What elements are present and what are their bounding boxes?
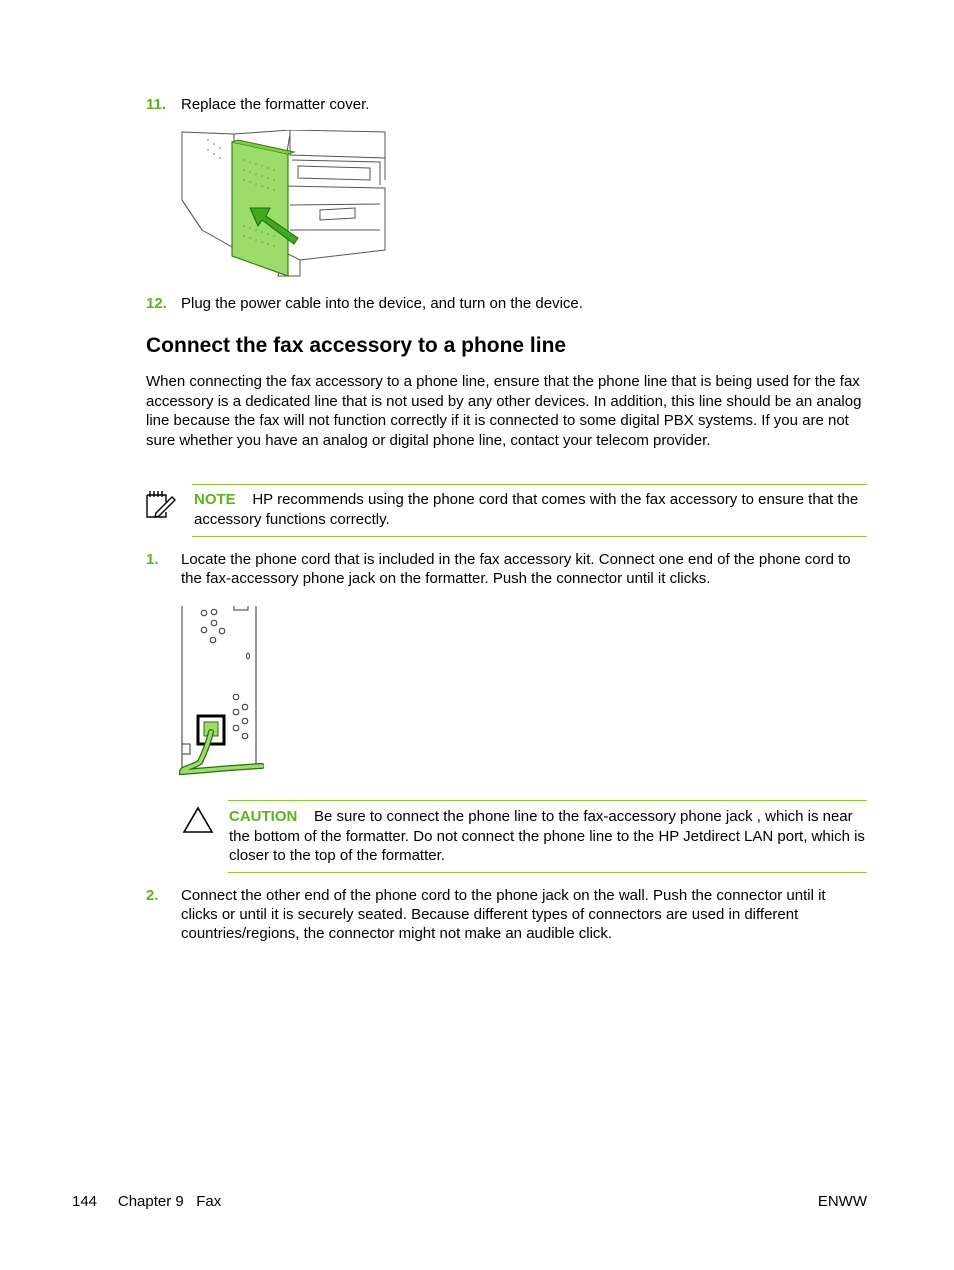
formatter-cover-illustration bbox=[180, 130, 386, 278]
step-text: Locate the phone cord that is included in the fax accessory kit. Connect one end of the phone cord to the fax-accessory phone jack on the formatter. Push the connector until it clicks. bbox=[181, 551, 851, 587]
step-number: 12. bbox=[146, 295, 167, 312]
caution-top-rule bbox=[228, 800, 867, 801]
chapter-label: Chapter 9 Fax bbox=[117, 1193, 222, 1210]
page-footer-right: ENWW bbox=[817, 1193, 867, 1210]
warning-triangle-icon bbox=[182, 806, 214, 834]
step-2 bbox=[146, 886, 866, 942]
step-number: 2. bbox=[146, 887, 159, 904]
step-number: 1. bbox=[146, 551, 159, 568]
intro-paragraph: When connecting the fax accessory to a phone line, ensure that the phone line that is being used for the fax accessory is a dedicated line that is not used by any other devices. In addition, this line should be an analog line because the fax will not function correctly if it is connected to some digital PBX systems. If you are not sure whether you have an analog or digital phone line, contact your telecom provider. bbox=[146, 373, 862, 449]
step-1 bbox=[146, 550, 866, 587]
note-text: HP recommends using the phone cord that comes with the fax accessory to ensure that the accessory functions correctly. bbox=[194, 491, 859, 528]
step-11 bbox=[146, 95, 866, 114]
step-text: Connect the other end of the phone cord to the phone jack on the wall. Push the connector until it clicks or until it is securely seated. Because different types of connectors are used in different countries/regions, the connector might not make an audible click. bbox=[181, 887, 826, 942]
note-icon bbox=[144, 488, 176, 520]
page-footer-left bbox=[72, 1193, 221, 1210]
note-top-rule bbox=[192, 484, 867, 485]
step-text: Replace the formatter cover. bbox=[181, 96, 370, 113]
note-bottom-rule bbox=[192, 536, 867, 537]
step-12 bbox=[146, 294, 866, 313]
caution-text: Be sure to connect the phone line to the fax-accessory phone jack , which is near the bottom of the formatter. Do not connect the phone line to the HP Jetdirect LAN port, which is closer to the top of the formatter. bbox=[229, 808, 865, 864]
note-block bbox=[194, 490, 866, 529]
step-number: 11. bbox=[146, 96, 167, 113]
page-number: 144 bbox=[72, 1193, 98, 1210]
section-title: Connect the fax accessory to a phone line bbox=[146, 334, 567, 357]
phone-jack-illustration bbox=[178, 604, 264, 778]
step-text: Plug the power cable into the device, and turn on the device. bbox=[181, 295, 583, 312]
caution-block bbox=[229, 807, 866, 866]
note-label: NOTE bbox=[194, 491, 236, 508]
caution-label: CAUTION bbox=[229, 808, 298, 825]
caution-bottom-rule bbox=[228, 872, 867, 873]
